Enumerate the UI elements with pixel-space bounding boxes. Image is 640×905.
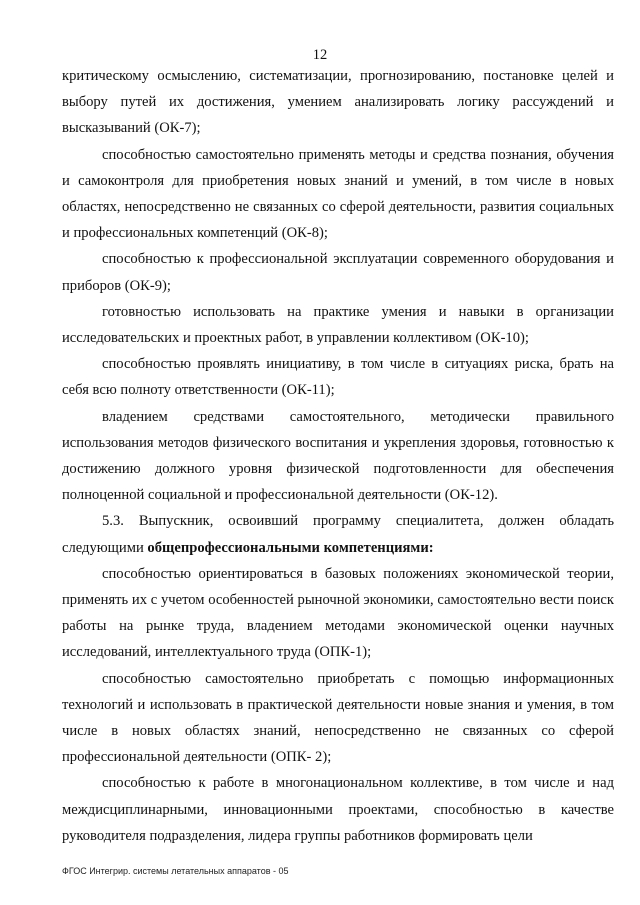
- section-5-3-text: 5.3. Выпускник, освоивший программу специалитета, должен обладать следующими: [62, 513, 614, 556]
- paragraph-opk2: способностью самостоятельно приобретать с помощью информационных технологий и использовать в практической деятельности новые знания и умения, в том числе в новых областях знаний, непосредственно не связанных со сферой профессиональной деятельности (ОПК- 2);: [62, 670, 614, 766]
- page-footer: ФГОС Интегрир. системы летательных аппаратов - 05: [62, 866, 289, 876]
- document-body: [62, 63, 614, 849]
- paragraph-ok8: способностью самостоятельно применять методы и средства познания, обучения и самоконтроля для приобретения новых знаний и умений, в том числе в новых областях, непосредственно не связанных со сферой деятельности, развития социальных и профессиональных компетенций (ОК-8);: [62, 146, 614, 242]
- paragraph-ok12: владением средствами самостоятельного, методически правильного использования методов физического воспитания и укрепления здоровья, готовностью к достижению должного уровня физической подготовленности для обеспечения полноценной социальной и профессиональной деятельности (ОК-12).: [62, 408, 614, 504]
- paragraph-ok9: способностью к профессиональной эксплуатации современного оборудования и приборов (ОК-9);: [62, 251, 614, 294]
- paragraph-opk3-start: способностью к работе в многонациональном коллективе, в том числе и над междисциплинарными, инновационными проектами, способностью в качестве руководителя подразделения, лидера группы работников формировать цели: [62, 775, 614, 844]
- page-number: 12: [312, 47, 328, 63]
- paragraph-ok11: способностью проявлять инициативу, в том числе в ситуациях риска, брать на себя всю полноту ответственности (ОК-11);: [62, 356, 614, 399]
- paragraph-ok7-continuation: критическому осмыслению, систематизации, прогнозированию, постановке целей и выбору путей их достижения, умением анализировать логику рассуждений и высказываний (ОК-7);: [62, 68, 614, 137]
- paragraph-ok10: готовностью использовать на практике умения и навыки в организации исследовательских и проектных работ, в управлении коллективом (ОК-10);: [62, 303, 614, 347]
- paragraph-opk1: способностью ориентироваться в базовых положениях экономической теории, применять их с учетом особенностей рыночной экономики, самостоятельно вести поиск работы на рынке труда, владением методами экономической оценки научных исследований, интеллектуального труда (ОПК-1);: [62, 565, 614, 661]
- section-5-3-bold-term: общепрофессиональными компетенциями:: [147, 539, 434, 556]
- paragraph-section-5-3: [62, 508, 614, 560]
